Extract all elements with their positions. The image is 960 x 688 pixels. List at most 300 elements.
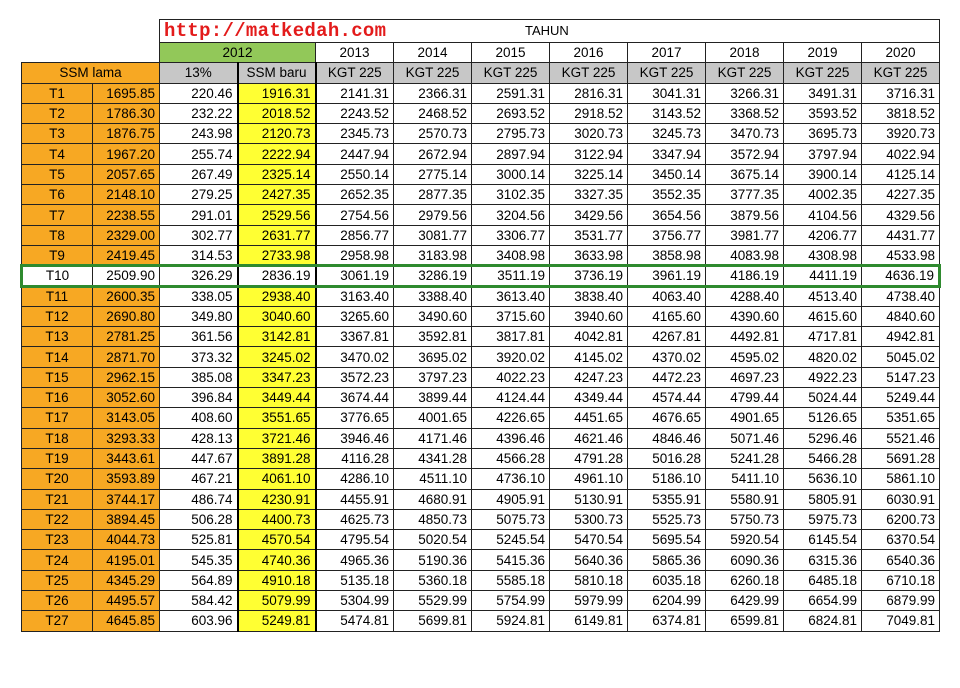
percent-cell: 302.77	[160, 225, 238, 245]
year-header: 2017	[628, 43, 706, 63]
year-header: 2020	[862, 43, 940, 63]
kgt-cell: 6824.81	[784, 611, 862, 631]
percent-cell: 279.25	[160, 185, 238, 205]
table-row	[22, 205, 940, 225]
table-row	[22, 124, 940, 144]
kgt-cell: 5466.28	[784, 448, 862, 468]
ssm-lama-cell: 3052.60	[93, 388, 160, 408]
grade-cell: T8	[22, 225, 93, 245]
table-row	[22, 469, 940, 489]
kgt-cell: 4736.10	[472, 469, 550, 489]
kgt-cell: 2550.14	[316, 164, 394, 184]
ssm-lama-cell: 3593.89	[93, 469, 160, 489]
kgt-cell: 2591.31	[472, 83, 550, 103]
table-row	[22, 286, 940, 306]
kgt-cell: 4472.23	[628, 367, 706, 387]
grade-cell: T18	[22, 428, 93, 448]
kgt-cell: 5071.46	[706, 428, 784, 448]
kgt-cell: 3429.56	[550, 205, 628, 225]
year-header: 2018	[706, 43, 784, 63]
ssm-baru-cell: 4570.54	[238, 530, 316, 550]
table-row	[22, 327, 940, 347]
salary-table-container	[20, 19, 941, 632]
ssm-lama-cell: 1786.30	[93, 103, 160, 123]
kgt-cell: 5636.10	[784, 469, 862, 489]
kgt-cell: 3061.19	[316, 266, 394, 286]
kgt-cell: 2652.35	[316, 185, 394, 205]
ssm-baru-cell: 5079.99	[238, 591, 316, 611]
ssm-baru-cell: 2325.14	[238, 164, 316, 184]
kgt-cell: 3593.52	[784, 103, 862, 123]
kgt-cell: 3777.35	[706, 185, 784, 205]
kgt-cell: 4566.28	[472, 448, 550, 468]
kgt-cell: 3081.77	[394, 225, 472, 245]
ssm-baru-cell: 2120.73	[238, 124, 316, 144]
kgt-cell: 3736.19	[550, 266, 628, 286]
kgt-cell: 4171.46	[394, 428, 472, 448]
ssm-baru-cell: 2222.94	[238, 144, 316, 164]
grade-cell: T10	[22, 266, 93, 286]
kgt-cell: 4621.46	[550, 428, 628, 448]
grade-cell: T3	[22, 124, 93, 144]
kgt-cell: 2672.94	[394, 144, 472, 164]
kgt-cell: 5045.02	[862, 347, 940, 367]
ssm-lama-cell: 2057.65	[93, 164, 160, 184]
grade-cell: T12	[22, 306, 93, 326]
kgt-cell: 4104.56	[784, 205, 862, 225]
kgt-cell: 3674.44	[316, 388, 394, 408]
percent-cell: 545.35	[160, 550, 238, 570]
kgt-cell: 3572.94	[706, 144, 784, 164]
kgt-cell: 6204.99	[628, 591, 706, 611]
ssm-baru-cell: 3551.65	[238, 408, 316, 428]
percent-cell: 267.49	[160, 164, 238, 184]
table-row	[22, 144, 940, 164]
kgt-cell: 4901.65	[706, 408, 784, 428]
ssm-baru-cell: 4061.10	[238, 469, 316, 489]
kgt-cell: 3266.31	[706, 83, 784, 103]
kgt-cell: 4455.91	[316, 489, 394, 509]
kgt-cell: 4615.60	[784, 306, 862, 326]
ssm-baru-cell: 3142.81	[238, 327, 316, 347]
kgt-cell: 3981.77	[706, 225, 784, 245]
kgt-header: KGT 225	[316, 63, 394, 83]
percent-cell: 385.08	[160, 367, 238, 387]
kgt-cell: 4165.60	[628, 306, 706, 326]
table-row	[22, 185, 940, 205]
kgt-cell: 4820.02	[784, 347, 862, 367]
ssm-lama-cell: 4195.01	[93, 550, 160, 570]
year-header: 2015	[472, 43, 550, 63]
kgt-cell: 2979.56	[394, 205, 472, 225]
column-header-row	[22, 63, 940, 83]
kgt-cell: 3470.73	[706, 124, 784, 144]
kgt-cell: 4595.02	[706, 347, 784, 367]
kgt-cell: 4513.40	[784, 286, 862, 306]
kgt-cell: 3204.56	[472, 205, 550, 225]
ssm-lama-header: SSM lama	[22, 63, 160, 83]
grade-cell: T16	[22, 388, 93, 408]
kgt-cell: 3450.14	[628, 164, 706, 184]
table-row	[22, 489, 940, 509]
kgt-cell: 4799.44	[706, 388, 784, 408]
ssm-lama-cell: 3443.61	[93, 448, 160, 468]
ssm-lama-cell: 4495.57	[93, 591, 160, 611]
kgt-cell: 6654.99	[784, 591, 862, 611]
kgt-cell: 4511.10	[394, 469, 472, 489]
kgt-cell: 3633.98	[550, 245, 628, 265]
ssm-baru-cell: 2938.40	[238, 286, 316, 306]
kgt-cell: 4022.94	[862, 144, 940, 164]
year-header: 2016	[550, 43, 628, 63]
kgt-cell: 3858.98	[628, 245, 706, 265]
ssm-baru-cell: 4400.73	[238, 509, 316, 529]
kgt-cell: 5249.44	[862, 388, 940, 408]
kgt-cell: 4286.10	[316, 469, 394, 489]
url-cell	[160, 20, 940, 43]
table-row	[22, 550, 940, 570]
kgt-cell: 2243.52	[316, 103, 394, 123]
kgt-cell: 4267.81	[628, 327, 706, 347]
percent-cell: 291.01	[160, 205, 238, 225]
kgt-cell: 3265.60	[316, 306, 394, 326]
kgt-cell: 4022.23	[472, 367, 550, 387]
table-row	[22, 225, 940, 245]
ssm-baru-cell: 2018.52	[238, 103, 316, 123]
kgt-header: KGT 225	[550, 63, 628, 83]
kgt-cell: 5126.65	[784, 408, 862, 428]
kgt-cell: 5640.36	[550, 550, 628, 570]
table-row	[22, 570, 940, 590]
table-row	[22, 509, 940, 529]
kgt-cell: 5470.54	[550, 530, 628, 550]
kgt-cell: 3756.77	[628, 225, 706, 245]
ssm-lama-cell: 2238.55	[93, 205, 160, 225]
kgt-cell: 7049.81	[862, 611, 940, 631]
percent-cell: 506.28	[160, 509, 238, 529]
kgt-cell: 6149.81	[550, 611, 628, 631]
kgt-cell: 3920.73	[862, 124, 940, 144]
ssm-baru-cell: 3347.23	[238, 367, 316, 387]
kgt-cell: 6030.91	[862, 489, 940, 509]
grade-cell: T15	[22, 367, 93, 387]
ssm-baru-cell: 2836.19	[238, 266, 316, 286]
kgt-cell: 4308.98	[784, 245, 862, 265]
kgt-cell: 3592.81	[394, 327, 472, 347]
percent-cell: 467.21	[160, 469, 238, 489]
kgt-cell: 3776.65	[316, 408, 394, 428]
kgt-cell: 3245.73	[628, 124, 706, 144]
kgt-cell: 6374.81	[628, 611, 706, 631]
kgt-cell: 3797.23	[394, 367, 472, 387]
kgt-cell: 2856.77	[316, 225, 394, 245]
kgt-cell: 4145.02	[550, 347, 628, 367]
percent-cell: 255.74	[160, 144, 238, 164]
percent-cell: 447.67	[160, 448, 238, 468]
percent-cell: 220.46	[160, 83, 238, 103]
kgt-cell: 5474.81	[316, 611, 394, 631]
kgt-cell: 6200.73	[862, 509, 940, 529]
kgt-cell: 6710.18	[862, 570, 940, 590]
kgt-cell: 4961.10	[550, 469, 628, 489]
kgt-cell: 4840.60	[862, 306, 940, 326]
kgt-cell: 5699.81	[394, 611, 472, 631]
url-row	[22, 20, 940, 43]
kgt-cell: 4227.35	[862, 185, 940, 205]
kgt-cell: 4341.28	[394, 448, 472, 468]
grade-cell: T6	[22, 185, 93, 205]
kgt-cell: 4431.77	[862, 225, 940, 245]
kgt-cell: 5016.28	[628, 448, 706, 468]
kgt-cell: 3961.19	[628, 266, 706, 286]
kgt-cell: 4124.44	[472, 388, 550, 408]
kgt-cell: 3000.14	[472, 164, 550, 184]
kgt-cell: 4370.02	[628, 347, 706, 367]
salary-table	[20, 19, 941, 632]
ssm-baru-cell: 4230.91	[238, 489, 316, 509]
kgt-cell: 6599.81	[706, 611, 784, 631]
table-row	[22, 388, 940, 408]
kgt-cell: 4738.40	[862, 286, 940, 306]
kgt-header: KGT 225	[862, 63, 940, 83]
kgt-cell: 3020.73	[550, 124, 628, 144]
kgt-cell: 5865.36	[628, 550, 706, 570]
grade-cell: T7	[22, 205, 93, 225]
kgt-cell: 4001.65	[394, 408, 472, 428]
percent-cell: 373.32	[160, 347, 238, 367]
grade-cell: T5	[22, 164, 93, 184]
ssm-lama-cell: 4044.73	[93, 530, 160, 550]
ssm-lama-cell: 2690.80	[93, 306, 160, 326]
kgt-cell: 5529.99	[394, 591, 472, 611]
kgt-cell: 4942.81	[862, 327, 940, 347]
table-row	[22, 245, 940, 265]
kgt-cell: 3143.52	[628, 103, 706, 123]
site-url[interactable]: http://matkedah.com	[164, 20, 387, 42]
kgt-cell: 3306.77	[472, 225, 550, 245]
kgt-cell: 4636.19	[862, 266, 940, 286]
kgt-cell: 3163.40	[316, 286, 394, 306]
kgt-cell: 3940.60	[550, 306, 628, 326]
kgt-cell: 3368.52	[706, 103, 784, 123]
kgt-cell: 5754.99	[472, 591, 550, 611]
ssm-baru-cell: 1916.31	[238, 83, 316, 103]
table-row	[22, 530, 940, 550]
table-row	[22, 347, 940, 367]
kgt-cell: 2816.31	[550, 83, 628, 103]
kgt-cell: 4390.60	[706, 306, 784, 326]
year-row	[22, 43, 940, 63]
kgt-cell: 5585.18	[472, 570, 550, 590]
ssm-lama-cell: 4645.85	[93, 611, 160, 631]
kgt-cell: 3552.35	[628, 185, 706, 205]
kgt-cell: 4042.81	[550, 327, 628, 347]
ssm-lama-cell: 2419.45	[93, 245, 160, 265]
grade-cell: T25	[22, 570, 93, 590]
ssm-lama-cell: 3894.45	[93, 509, 160, 529]
kgt-cell: 5924.81	[472, 611, 550, 631]
kgt-cell: 4396.46	[472, 428, 550, 448]
kgt-cell: 4922.23	[784, 367, 862, 387]
ssm-lama-cell: 2962.15	[93, 367, 160, 387]
kgt-cell: 6370.54	[862, 530, 940, 550]
kgt-cell: 4625.73	[316, 509, 394, 529]
ssm-lama-cell: 1967.20	[93, 144, 160, 164]
kgt-header: KGT 225	[472, 63, 550, 83]
kgt-cell: 6540.36	[862, 550, 940, 570]
kgt-cell: 4125.14	[862, 164, 940, 184]
kgt-cell: 3327.35	[550, 185, 628, 205]
kgt-cell: 3715.60	[472, 306, 550, 326]
kgt-cell: 2570.73	[394, 124, 472, 144]
kgt-cell: 4247.23	[550, 367, 628, 387]
grade-cell: T9	[22, 245, 93, 265]
kgt-cell: 5300.73	[550, 509, 628, 529]
kgt-header: KGT 225	[706, 63, 784, 83]
kgt-cell: 3695.73	[784, 124, 862, 144]
kgt-cell: 2141.31	[316, 83, 394, 103]
kgt-cell: 2775.14	[394, 164, 472, 184]
kgt-header: KGT 225	[628, 63, 706, 83]
kgt-cell: 5861.10	[862, 469, 940, 489]
kgt-cell: 3102.35	[472, 185, 550, 205]
kgt-cell: 2897.94	[472, 144, 550, 164]
kgt-cell: 4083.98	[706, 245, 784, 265]
kgt-cell: 5351.65	[862, 408, 940, 428]
kgt-cell: 4791.28	[550, 448, 628, 468]
percent-cell: 396.84	[160, 388, 238, 408]
grade-cell: T27	[22, 611, 93, 631]
kgt-cell: 4680.91	[394, 489, 472, 509]
kgt-cell: 5075.73	[472, 509, 550, 529]
percent-cell: 361.56	[160, 327, 238, 347]
kgt-cell: 2447.94	[316, 144, 394, 164]
kgt-cell: 5130.91	[550, 489, 628, 509]
table-row	[22, 83, 940, 103]
kgt-cell: 4411.19	[784, 266, 862, 286]
kgt-cell: 2918.52	[550, 103, 628, 123]
percent-cell: 603.96	[160, 611, 238, 631]
ssm-baru-cell: 2427.35	[238, 185, 316, 205]
kgt-cell: 4226.65	[472, 408, 550, 428]
percent-cell: 428.13	[160, 428, 238, 448]
kgt-cell: 3490.60	[394, 306, 472, 326]
kgt-cell: 5805.91	[784, 489, 862, 509]
grade-cell: T13	[22, 327, 93, 347]
ssm-lama-cell: 2871.70	[93, 347, 160, 367]
ssm-lama-cell: 3143.05	[93, 408, 160, 428]
ssm-baru-cell: 3449.44	[238, 388, 316, 408]
kgt-cell: 3613.40	[472, 286, 550, 306]
grade-cell: T2	[22, 103, 93, 123]
kgt-cell: 4002.35	[784, 185, 862, 205]
percent-cell: 232.22	[160, 103, 238, 123]
kgt-cell: 6090.36	[706, 550, 784, 570]
kgt-cell: 2795.73	[472, 124, 550, 144]
table-row	[22, 367, 940, 387]
kgt-cell: 5521.46	[862, 428, 940, 448]
grade-cell: T26	[22, 591, 93, 611]
percent-cell: 486.74	[160, 489, 238, 509]
percent-cell: 408.60	[160, 408, 238, 428]
grade-cell: T21	[22, 489, 93, 509]
kgt-cell: 4492.81	[706, 327, 784, 347]
blank-corner-2	[22, 43, 160, 63]
kgt-cell: 3879.56	[706, 205, 784, 225]
year-header: 2013	[316, 43, 394, 63]
kgt-cell: 4574.44	[628, 388, 706, 408]
ssm-baru-cell: 2631.77	[238, 225, 316, 245]
percent-header: 13%	[160, 63, 238, 83]
ssm-lama-cell: 1695.85	[93, 83, 160, 103]
kgt-cell: 6485.18	[784, 570, 862, 590]
kgt-cell: 5186.10	[628, 469, 706, 489]
ssm-lama-cell: 2600.35	[93, 286, 160, 306]
grade-cell: T17	[22, 408, 93, 428]
kgt-cell: 4676.65	[628, 408, 706, 428]
kgt-cell: 4905.91	[472, 489, 550, 509]
year-2012-header: 2012	[160, 43, 316, 63]
kgt-cell: 3041.31	[628, 83, 706, 103]
kgt-cell: 3572.23	[316, 367, 394, 387]
kgt-cell: 2345.73	[316, 124, 394, 144]
table-row	[22, 428, 940, 448]
percent-cell: 525.81	[160, 530, 238, 550]
kgt-cell: 4717.81	[784, 327, 862, 347]
kgt-cell: 4206.77	[784, 225, 862, 245]
kgt-cell: 3920.02	[472, 347, 550, 367]
kgt-cell: 3675.14	[706, 164, 784, 184]
kgt-cell: 6879.99	[862, 591, 940, 611]
kgt-cell: 5020.54	[394, 530, 472, 550]
kgt-cell: 5920.54	[706, 530, 784, 550]
kgt-cell: 5304.99	[316, 591, 394, 611]
kgt-cell: 3408.98	[472, 245, 550, 265]
kgt-cell: 5750.73	[706, 509, 784, 529]
blank-corner	[22, 20, 160, 43]
table-row	[22, 103, 940, 123]
kgt-cell: 5580.91	[706, 489, 784, 509]
kgt-cell: 3511.19	[472, 266, 550, 286]
kgt-cell: 4965.36	[316, 550, 394, 570]
tahun-label: TAHUN	[525, 23, 569, 38]
grade-cell: T4	[22, 144, 93, 164]
ssm-lama-cell: 3744.17	[93, 489, 160, 509]
kgt-cell: 5810.18	[550, 570, 628, 590]
kgt-cell: 5691.28	[862, 448, 940, 468]
kgt-cell: 3286.19	[394, 266, 472, 286]
kgt-header: KGT 225	[784, 63, 862, 83]
kgt-cell: 2958.98	[316, 245, 394, 265]
kgt-cell: 4850.73	[394, 509, 472, 529]
grade-cell: T14	[22, 347, 93, 367]
kgt-cell: 2366.31	[394, 83, 472, 103]
ssm-lama-cell: 2148.10	[93, 185, 160, 205]
ssm-baru-cell: 4740.36	[238, 550, 316, 570]
kgt-cell: 3388.40	[394, 286, 472, 306]
ssm-lama-cell: 2329.00	[93, 225, 160, 245]
kgt-cell: 5411.10	[706, 469, 784, 489]
ssm-baru-cell: 3891.28	[238, 448, 316, 468]
kgt-cell: 5355.91	[628, 489, 706, 509]
kgt-cell: 4697.23	[706, 367, 784, 387]
percent-cell: 326.29	[160, 266, 238, 286]
table-row	[22, 448, 940, 468]
ssm-baru-cell: 3040.60	[238, 306, 316, 326]
kgt-cell: 4116.28	[316, 448, 394, 468]
kgt-header: KGT 225	[394, 63, 472, 83]
kgt-cell: 5975.73	[784, 509, 862, 529]
